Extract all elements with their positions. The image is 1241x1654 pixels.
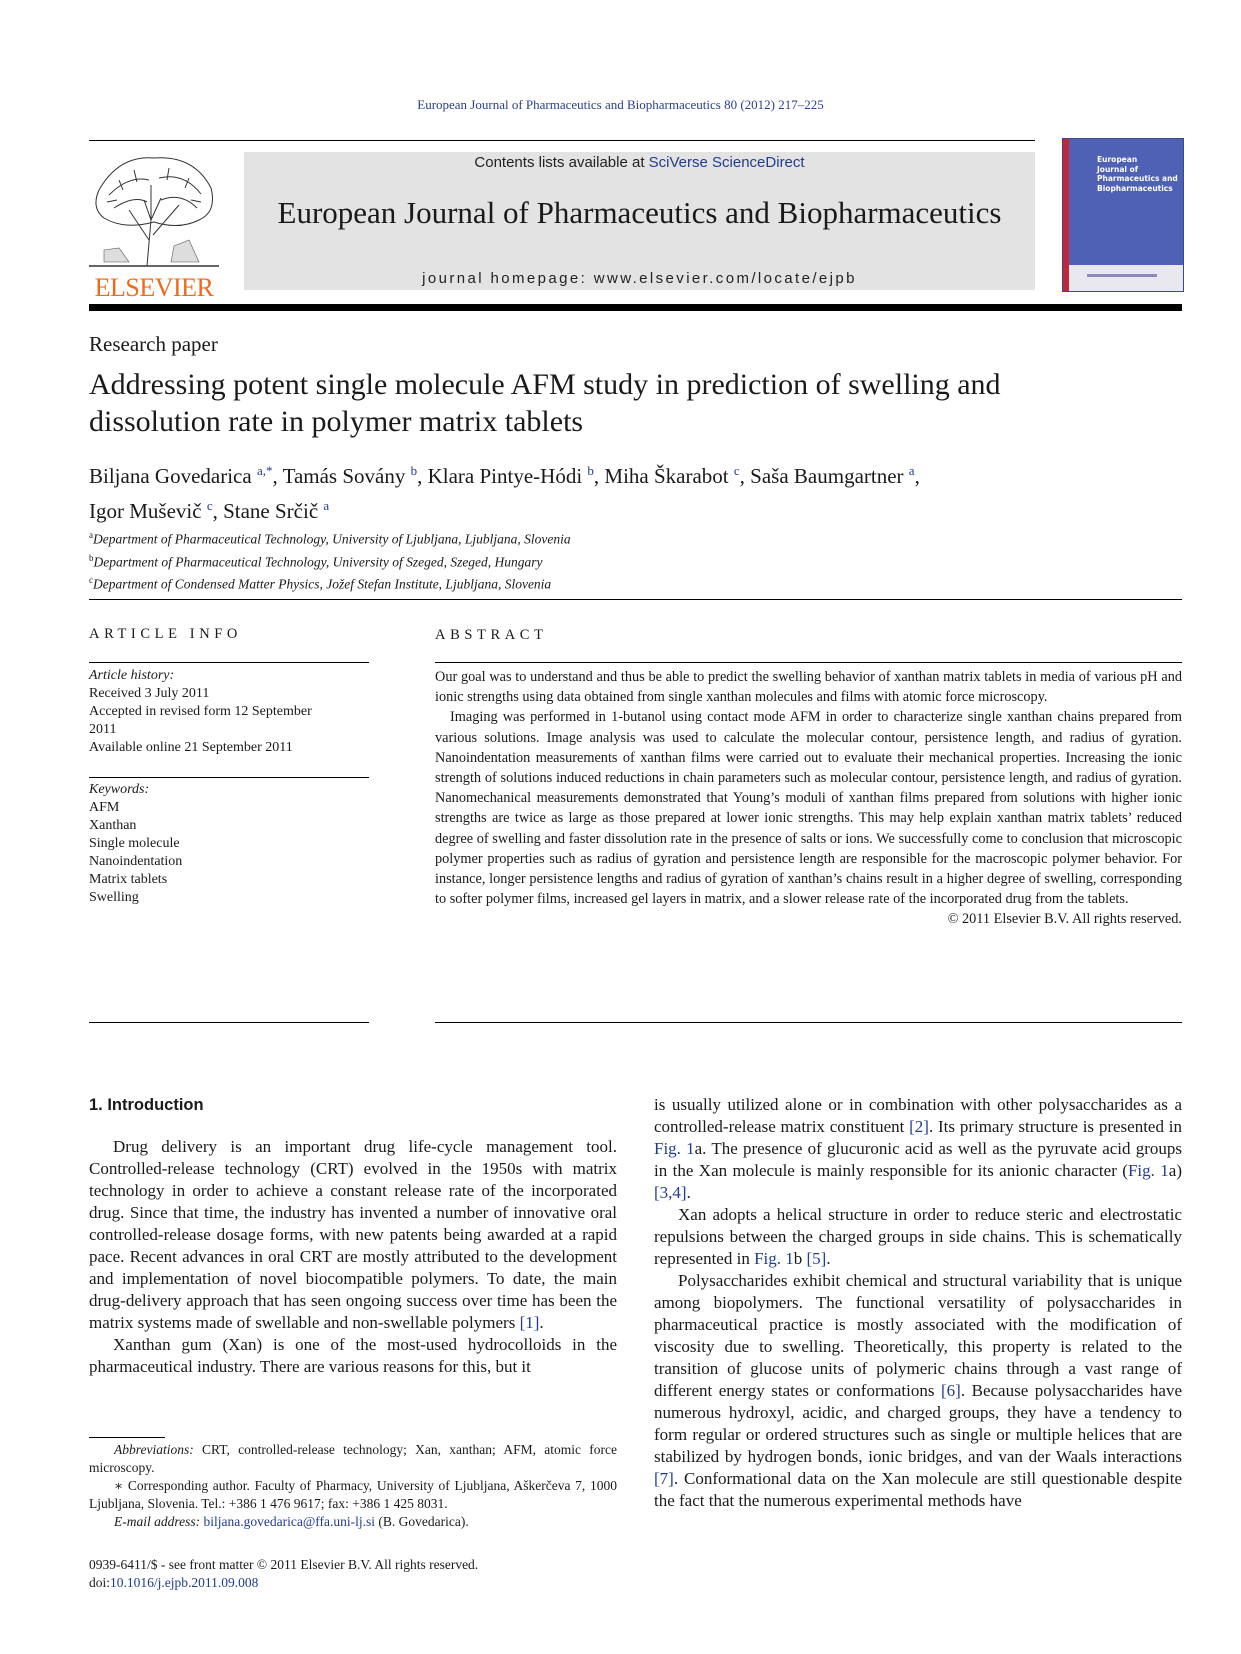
abstract-paragraph: Imaging was performed in 1-butanol using contact mode AFM in order to characterize single xanthan chains prepared from various solutions. Image analysis was used to calculate the molecular contour, persistence length, and radius of gyration. Nanoindentation measurements of xanthan films were carried out to evaluate their mechanical properties. Increasing the ionic strength of solutions induced reductions in chain parameters such as molecular contour, persistence length, and radius of gyration. Nanomechanical measurements demonstrated that Young’s moduli of xanthan films prepared from solutions with higher ionic strengths are twice as large as those prepared at lower ionic strengths. This may help explain xanthan matrix tablets’ reduced degree of swelling and faster dissolution rate in the presence of salts or ions. We successfully come to conclusion that microscopic polymer properties such as radius of gyration and persistence length are responsible for the macroscopic polymer behavior. For instance, longer persistence lengths and radius of gyration of xanthan’s chains result in a higher degree of swelling, corresponding to softer polymer films, increased gel layers in matrix, and a slower release rate of the incorporated drug from the tablets.: [435, 709, 1182, 908]
author-name: Igor Muševič: [89, 499, 207, 523]
keyword: AFM: [89, 800, 120, 815]
keyword: Xanthan: [89, 818, 137, 833]
body-text: is usually utilized alone or in combination with other polysaccharides as a controlled-release matrix constituent: [654, 1095, 1182, 1136]
cover-footer: [1069, 265, 1183, 291]
reference-link[interactable]: [3,4]: [654, 1183, 687, 1202]
abbrev-text: CRT, controlled-release technology; Xan, xanthan; AFM, atomic force microscopy.: [89, 1442, 617, 1475]
body-paragraph: Xanthan gum (Xan) is one of the most-used hydrocolloids in the pharmaceutical industry. There are various reasons for this, but it: [89, 1335, 617, 1376]
affiliation: [89, 526, 571, 549]
info-rule: [89, 777, 369, 778]
body-text: .: [539, 1313, 544, 1332]
publisher-name: ELSEVIER: [94, 273, 214, 302]
author-name: , Miha Škarabot: [593, 464, 734, 488]
body-column-left: [89, 1094, 617, 1378]
history-item: Received 3 July 2011: [89, 686, 210, 701]
history-item: 2011: [89, 722, 117, 737]
elsevier-logo[interactable]: [89, 150, 219, 302]
reference-link[interactable]: [1]: [519, 1313, 540, 1332]
author-name: , Stane Srčič: [212, 499, 324, 523]
keywords: [89, 781, 369, 907]
author-list: [89, 456, 1182, 526]
paper-title: Addressing potent single molecule AFM study in prediction of swelling and dissolution rate in polymer matrix tablets: [89, 368, 1001, 438]
author-name: , Klara Pintye-Hódi: [417, 464, 588, 488]
article-info-heading: ARTICLE INFO: [89, 626, 243, 642]
corresponding-footnote: ∗ Corresponding author. Faculty of Pharmacy, University of Ljubljana, Aškerčeva 7, 1000 Ljubljana, Slovenia. Tel.: +386 1 476 9617; fax: +386 1 425 8031.: [89, 1478, 617, 1511]
article-history: [89, 667, 369, 757]
cover-line: Pharmaceutics and: [1097, 174, 1178, 183]
history-label: Article history:: [89, 668, 175, 683]
keyword: Single molecule: [89, 836, 180, 851]
info-bottom-rule: [89, 1022, 369, 1023]
doi-link[interactable]: 10.1016/j.ejpb.2011.09.008: [110, 1575, 259, 1590]
journal-cover[interactable]: [1062, 138, 1184, 292]
abbrev-label: Abbreviations:: [114, 1442, 194, 1457]
body-paragraph: [89, 1136, 617, 1334]
affil-marker: c: [89, 575, 93, 585]
journal-title: European Journal of Pharmaceutics and Biopharmaceutics: [277, 195, 1002, 230]
body-paragraph: [654, 1094, 1182, 1204]
elsevier-tree-icon: [89, 150, 219, 268]
author-affil-link[interactable]: a: [908, 463, 915, 478]
author-line: [89, 491, 1182, 526]
keywords-label: Keywords:: [89, 782, 150, 797]
body-paragraph: [654, 1270, 1182, 1512]
body-text: Xan adopts a helical structure in order to reduce steric and electrostatic repulsions between the charged groups in side chains. This is schematically represented in: [654, 1205, 1182, 1268]
author-affil-link[interactable]: c: [733, 463, 740, 478]
header-rule: [89, 140, 1035, 141]
author-name: Biljana Govedarica: [89, 464, 257, 488]
abbreviations-footnote: [89, 1441, 617, 1477]
author-affil-link[interactable]: b: [410, 463, 418, 478]
abstract-paragraph: Our goal was to understand and thus be able to predict the swelling behavior of xanthan matrix tablets in media of various pH and ionic strengths using data obtained from single xanthan molecules and films with atomic force microscopy.: [435, 669, 1182, 706]
figure-link[interactable]: Fig. 1: [754, 1249, 794, 1268]
doi-line: [89, 1574, 478, 1592]
copyright: © 2011 Elsevier B.V. All rights reserved.: [947, 911, 1182, 928]
info-rule: [89, 662, 369, 663]
journal-homepage[interactable]: journal homepage: www.elsevier.com/locate/ejpb: [422, 270, 857, 287]
body-text: Drug delivery is an important drug life-cycle management tool. Controlled-release technology (CRT) evolved in the 1950s with matrix technology in order to achieve a constant release rate of the incorporated drug. Since that time, the industry has invented a number of innovative oral controlled-release dosage forms, with new patents being awarded at a rapid pace. Recent advances in oral CRT are mostly attributed to the development and implementation of novel biocompatible polymers. To date, the main drug-delivery approach that has seen ongoing success over time has been the matrix systems made of swellable and non-swellable polymers: [89, 1137, 617, 1332]
masthead-rule: [89, 304, 1182, 311]
sciencedirect-link[interactable]: SciVerse ScienceDirect: [648, 154, 805, 171]
abstract-body: [435, 667, 1182, 930]
author-affil-link[interactable]: c: [206, 498, 213, 513]
history-item: Accepted in revised form 12 September: [89, 704, 312, 719]
body-text: .: [686, 1183, 691, 1202]
paper-type: Research paper: [89, 332, 218, 356]
info-top-rule: [89, 599, 1182, 600]
affil-text: Department of Pharmaceutical Technology, University of Ljubljana, Ljubljana, Slovenia: [93, 531, 571, 547]
reference-link[interactable]: [6]: [941, 1381, 961, 1400]
cover-title: [1097, 155, 1178, 193]
affil-marker: a: [89, 530, 93, 540]
body-text: . Because polysaccharides have numerous hydroxyl, acidic, and charged groups, they have a tendency to form regular or ordered structures such as single or multiple helices that are stabilized by hydrogen bonds, ionic bridges, and van der Waals interactions: [654, 1381, 1182, 1466]
email-label: E-mail address:: [114, 1514, 201, 1529]
journal-citation[interactable]: European Journal of Pharmaceutics and Biopharmaceutics 80 (2012) 217–225: [417, 97, 824, 112]
footnote-rule: [89, 1437, 165, 1438]
email-suffix: (B. Govedarica).: [375, 1514, 469, 1529]
history-item: Available online 21 September 2011: [89, 740, 293, 755]
author-affil-link[interactable]: a,*: [256, 463, 273, 478]
author-name: , Tamás Sovány: [272, 464, 411, 488]
footnotes: [89, 1441, 617, 1531]
cover-line: European: [1097, 155, 1138, 164]
author-name: , Saša Baumgartner: [739, 464, 909, 488]
abstract-bottom-rule: [435, 1022, 1182, 1023]
affiliation: [89, 549, 571, 572]
affil-marker: b: [89, 552, 94, 563]
body-text: . Conformational data on the Xan molecule are still questionable despite the fact that the numerous experimental methods have: [654, 1469, 1182, 1510]
keyword: Matrix tablets: [89, 872, 168, 887]
author-affil-link[interactable]: a: [323, 498, 330, 513]
contents-line: [244, 154, 1035, 171]
email-footnote: [89, 1513, 617, 1531]
abstract-heading: ABSTRACT: [435, 627, 548, 643]
issn-line: 0939-6411/$ - see front matter © 2011 Elsevier B.V. All rights reserved.: [89, 1557, 479, 1572]
affiliations: [89, 526, 571, 594]
body-paragraph: [654, 1204, 1182, 1270]
cover-line: Journal of: [1097, 164, 1138, 174]
body-text: . Its primary structure is presented in: [928, 1117, 1182, 1136]
email-link[interactable]: biljana.govedarica@ffa.uni-lj.si: [203, 1514, 375, 1529]
doi-label: doi:: [89, 1575, 111, 1590]
cover-line: Biopharmaceutics: [1097, 183, 1173, 193]
reference-link[interactable]: [2]: [909, 1117, 929, 1136]
affil-text: Department of Pharmaceutical Technology, University of Szeged, Szeged, Hungary: [93, 554, 543, 569]
affiliation: [89, 571, 571, 594]
author-affil-link[interactable]: b: [587, 463, 594, 478]
figure-link[interactable]: Fig. 1: [654, 1139, 695, 1158]
keyword: Nanoindentation: [89, 854, 183, 869]
cover-footer-bar: [1087, 274, 1157, 277]
reference-link[interactable]: [7]: [654, 1469, 674, 1488]
keyword: Swelling: [89, 890, 139, 905]
affil-text: Department of Condensed Matter Physics, Jožef Stefan Institute, Ljubljana, Slovenia: [93, 576, 552, 592]
reference-link[interactable]: [5]: [806, 1249, 827, 1268]
section-heading: 1. Introduction: [89, 1096, 204, 1114]
body-text: Polysaccharides exhibit chemical and structural variability that is unique among biopolymers. The functional versatility of polysaccharides in pharmaceutical practice is mostly associated with the modification of viscosity due to swelling. Theoretically, this property is related to the transition of glucose units of polymeric chains through a vast range of different energy states or conformations: [654, 1271, 1182, 1400]
journal-masthead: [244, 152, 1035, 290]
page-footer: [89, 1556, 478, 1592]
body-text: .: [826, 1249, 831, 1268]
figure-link[interactable]: Fig. 1: [1127, 1161, 1169, 1180]
contents-prefix: Contents lists available at: [474, 154, 649, 171]
abstract-rule: [435, 662, 1182, 663]
body-text: b: [793, 1249, 807, 1268]
body-text: a): [1168, 1161, 1182, 1180]
author-line: Biljana Govedarica $^{a,*}$, Tamás Sovány $^b$, Klara Pintye-Hódi $^b$, Miha Škarabot $^c$, Saša Baumgartner $^a$,: [89, 463, 920, 488]
body-column-right: [654, 1094, 1182, 1512]
body-text: a. The presence of glucuronic acid as well as the pyruvate acid groups in the Xan molecule is mainly responsible for its anionic character (: [654, 1139, 1182, 1180]
